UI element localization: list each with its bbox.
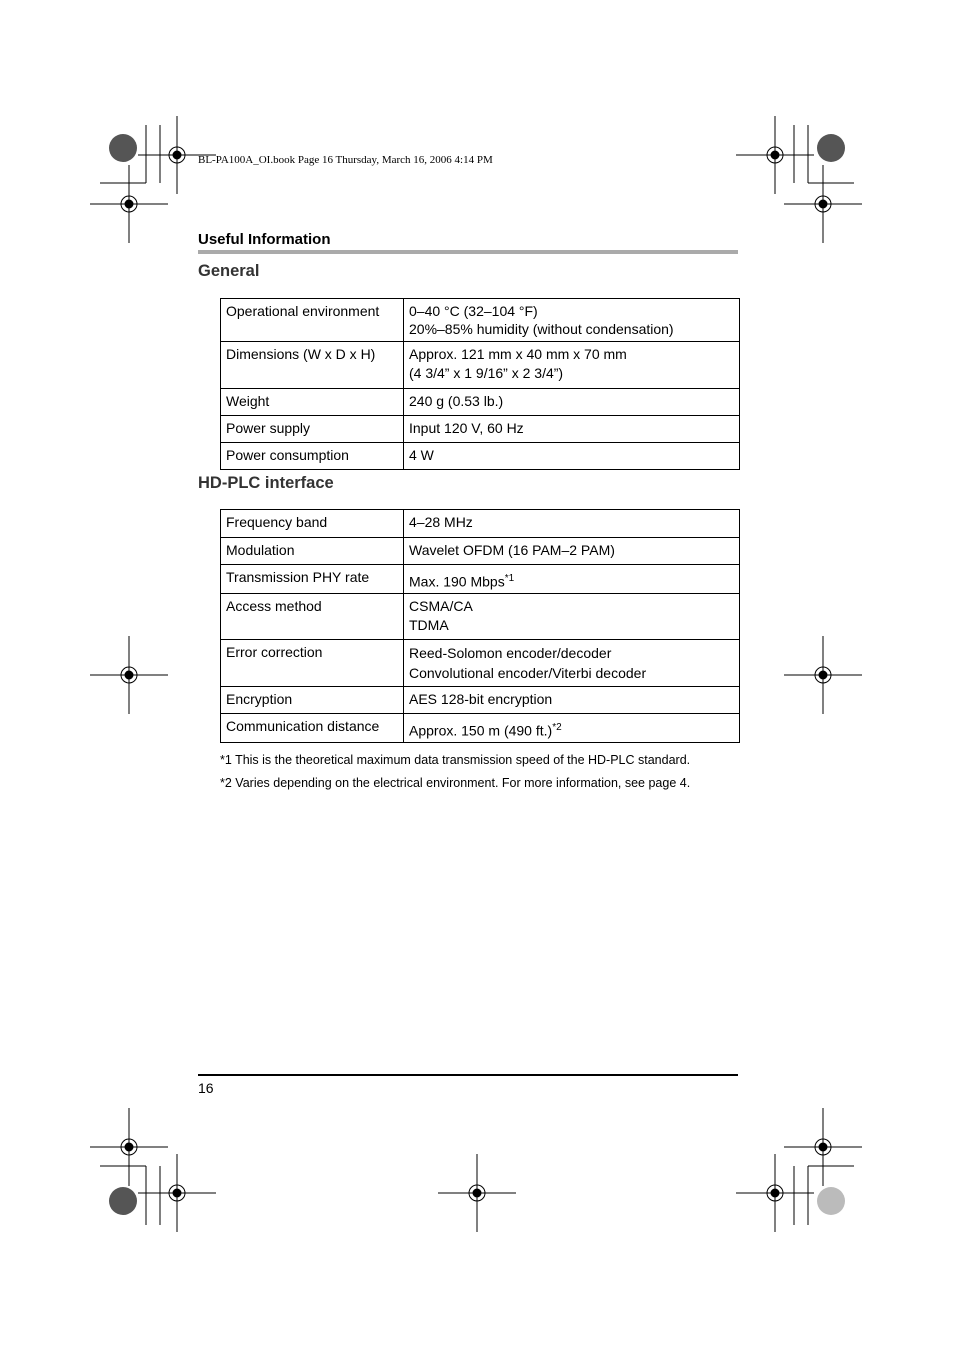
table-row [221,594,740,640]
spec-value: CSMA/CA TDMA [404,594,740,640]
table-row [221,443,740,470]
spec-key: Dimensions (W x D x H) [221,342,404,389]
hdplc-heading: HD-PLC interface [198,474,334,492]
footnote-ref: *1 [504,573,515,584]
spec-value: Input 120 V, 60 Hz [404,416,740,443]
spec-key: Frequency band [221,510,404,538]
table-row [221,538,740,565]
spec-value: 4 W [404,443,740,470]
spec-key: Modulation [221,538,404,565]
table-row [221,389,740,416]
spec-key: Communication distance [221,714,404,743]
footnote-ref: *2 [552,722,562,733]
spec-value: AES 128-bit encryption [404,687,740,714]
table-row [221,416,740,443]
section-rule [198,250,738,254]
general-heading: General [198,262,260,280]
spec-key: Access method [221,594,404,640]
spec-key: Transmission PHY rate [221,565,404,594]
spec-key: Error correction [221,640,404,687]
table-row [221,299,740,342]
spec-value: 240 g (0.53 lb.) [404,389,740,416]
spec-key: Operational environment [221,299,404,342]
spec-key: Power consumption [221,443,404,470]
footer-rule [198,1074,738,1076]
spec-value: Wavelet OFDM (16 PAM–2 PAM) [404,538,740,565]
footnote-1: *1 This is the theoretical maximum data transmission speed of the HD-PLC standard. [220,753,691,767]
print-info: BL-PA100A_OI.book Page 16 Thursday, March 16, 2006 4:14 PM [198,154,493,166]
table-row [221,687,740,714]
table-row [221,342,740,389]
page-number: 16 [198,1080,214,1096]
spec-value: Approx. 121 mm x 40 mm x 70 mm (4 3/4” x 1 9/16” x 2 3/4”) [404,342,740,389]
spec-value: 0–40 °C (32–104 °F) 20%–85% humidity (without condensation) [404,299,740,342]
hdplc-table [220,509,740,743]
spec-value: Reed-Solomon encoder/decoder Convolutional encoder/Viterbi decoder [404,640,740,687]
table-row [221,510,740,538]
section-title: Useful Information [198,231,331,248]
table-row [221,565,740,594]
table-row [221,714,740,743]
spec-key: Weight [221,389,404,416]
spec-key: Encryption [221,687,404,714]
spec-value: Approx. 150 m (490 ft.)$^{*2}$ [404,714,740,743]
table-row [221,640,740,687]
general-table [220,298,740,470]
spec-value: Max. 190 Mbps$^{*1}$ [404,565,740,594]
spec-value: 4–28 MHz [404,510,740,538]
spec-key: Power supply [221,416,404,443]
footnote-2: *2 Varies depending on the electrical environment. For more information, see page 4. [220,776,691,790]
